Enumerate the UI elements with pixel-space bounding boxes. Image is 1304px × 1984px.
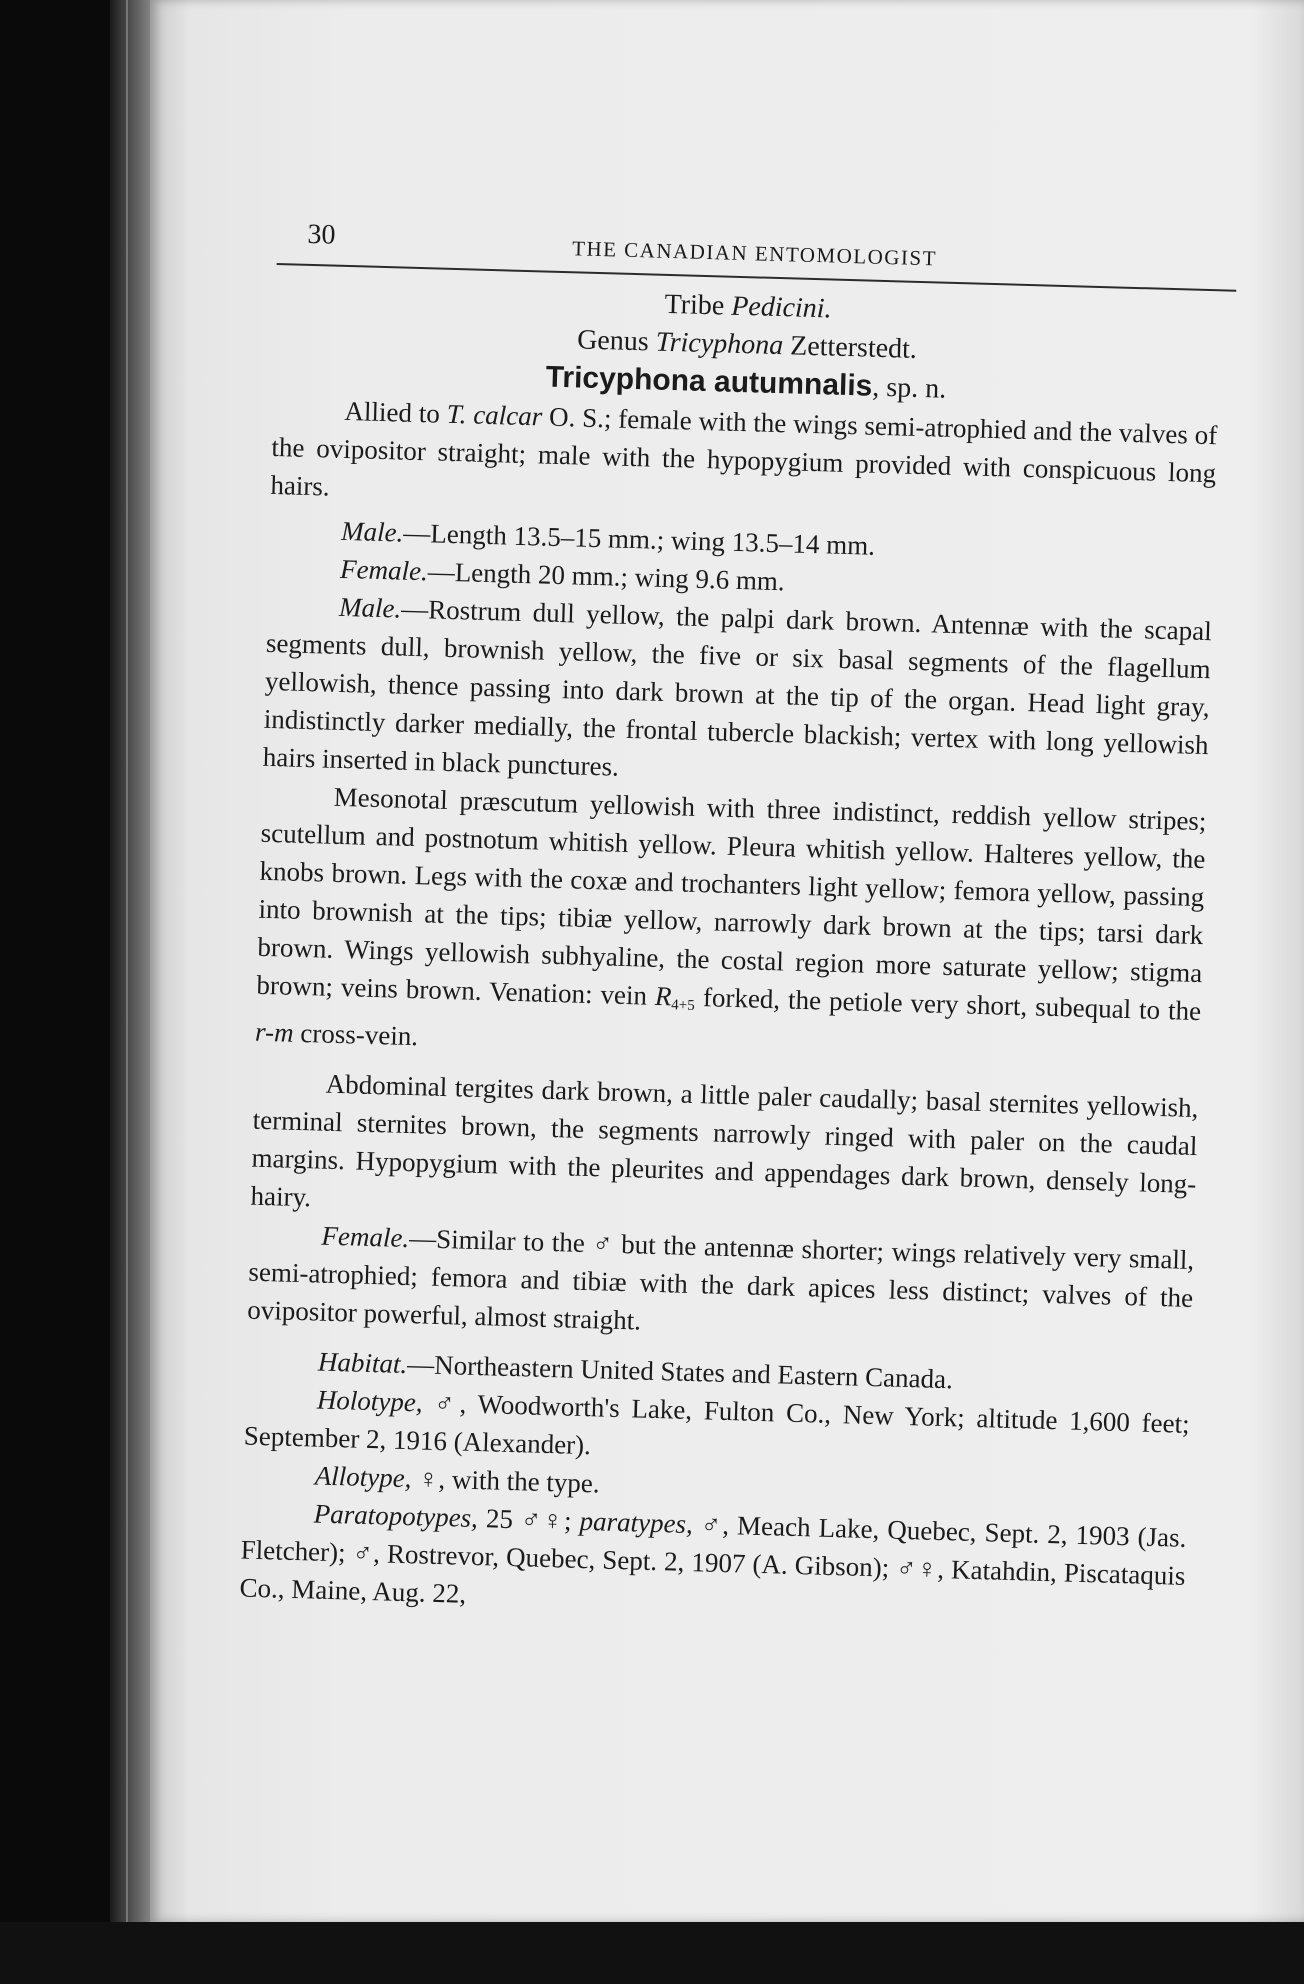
female-length-text: —Length 20 mm.; wing 9.6 mm. [427,556,786,597]
female-label: Female. [339,553,429,587]
male-head-text: —Rostrum dull yellow, the palpi dark brown. Antennæ with the scapal segments dull, brownish yellow, the five or six basal segments of the flagellum yellowish, thence passing into dark brown at the tip of the organ. Head light gray, indistinctly darker medially, the frontal tubercle blackish; vertex with long yellowish hairs inserted in black punctures. [262,593,1213,782]
habitat-text: —Northeastern United States and Eastern Canada. [406,1349,954,1395]
male-length-text: —Length 13.5–15 mm.; wing 13.5–14 mm. [402,517,876,561]
thorax-text: Mesonotal præscutum yellowish with three indistinct, reddish yellow stripes; scutellum and postnotum whitish yellow. Pleura whitish yellow. Halteres yellow, the knobs brown. Legs with the coxæ and trochanters light yellow; femora yellow, passing into brownish at the tips; tibiæ yellow, narrowly dark brown at the tips; tarsi dark brown. Wings yellowish subhyaline, the costal region more saturate yellow; stigma brown; veins brown. Venation: vein [256,781,1207,1011]
venation-text: forked, the petiole very short, subequal to the [694,981,1202,1027]
paratypes-label: paratypes, [579,1505,694,1540]
holotype-label: Holotype, [316,1384,424,1418]
paratopotypes-count: 25 ♂♀; [477,1503,581,1536]
bottom-dark-background [0,1922,1304,1984]
page-text-block [234,215,1222,1801]
species-name: Tricyphona autumnalis [545,360,873,403]
allotype-label: Allotype, [314,1460,412,1494]
male-head-description [262,586,1212,802]
tribe-name: Pedicini. [730,290,832,325]
allotype-text: ♀, with the type. [411,1463,601,1499]
genus-author: Zetterstedt. [782,330,918,365]
paratopotypes-label: Paratopotypes, [313,1498,479,1534]
page-number: 30 [307,218,336,251]
female-description-text: —Similar to the ♂ but the antennæ shorter; wings relatively very small, semi-atrophied; femora and tibiæ with the dark apices less distinct; valves of the ovipositor powerful, almost straight. [247,1223,1195,1336]
abdomen-description [250,1063,1199,1241]
diagnosis-text-rest: O. S.; female with the wings semi-atrophied and the valves of the ovipositor straight; male with the hypopygium provided with conspicuous long hairs. [270,401,1218,502]
genus-name: Tricyphona [655,326,784,362]
genus-prefix: Genus [576,324,657,358]
thorax-description [255,776,1207,1077]
diagnosis-species-ref: T. calcar [446,398,543,432]
vein-r-label: R [654,980,672,1012]
vein-rm-label: r-m [254,1016,295,1048]
abdomen-text: Abdominal tergites dark brown, a little paler caudally; basal sternites yellowish, terminal sternites brown, the segments narrowly ringed with paler on the caudal margins. Hypopygium with the pleurites and appendages dark brown, densely long-hairy. [250,1068,1199,1213]
tribe-prefix: Tribe [664,288,732,322]
male-label: Male. [340,515,404,548]
paratypes-text: ♂, Meach Lake, Quebec, Sept. 2, 1903 (Jas. Fletcher); ♂, Rostrevor, Quebec, Sept. 2, 1907 (A. Gibson); ♂♀, Katahdin, Piscataquis Co., Maine, Aug. 22, [239,1509,1187,1609]
diagnosis-text-start: Allied to [344,395,448,429]
venation-end-text: cross-vein. [293,1017,419,1052]
holotype-text: ♂, Woodworth's Lake, Fulton Co., New York; altitude 1,600 feet; September 2, 1916 (Alexander). [243,1387,1191,1461]
habitat-label: Habitat. [317,1346,408,1380]
journal-title: THE CANADIAN ENTOMOLOGIST [571,236,938,271]
species-suffix: , sp. n. [871,371,947,405]
vein-subscript: 4+5 [671,997,695,1014]
female-description-label: Female. [321,1220,410,1254]
male-head-label: Male. [338,591,402,624]
